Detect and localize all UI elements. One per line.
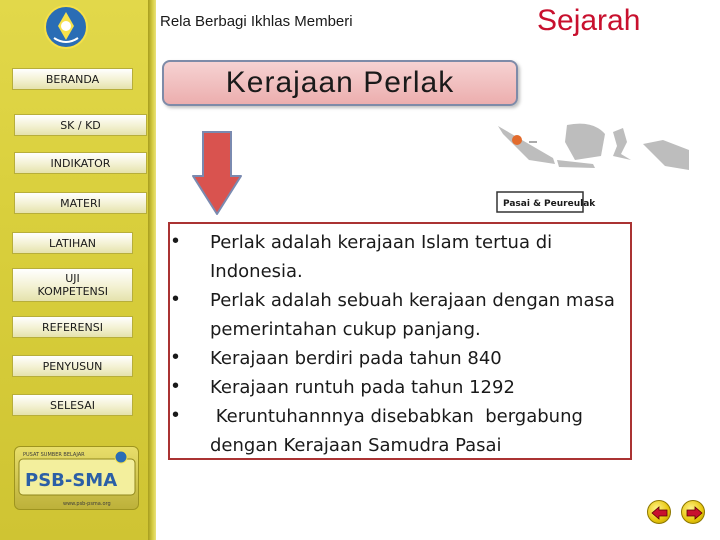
nav-beranda[interactable] <box>12 68 133 90</box>
content-point: Kerajaan runtuh pada tahun 1292 <box>210 377 515 398</box>
tut-wuri-handayani-logo <box>40 4 92 50</box>
nav-label: PENYUSUN <box>42 359 103 373</box>
nav-penyusun[interactable] <box>12 355 133 377</box>
bullet: • <box>172 288 180 310</box>
map-pasai-peureulak <box>493 120 696 215</box>
content-point: Kerajaan berdiri pada tahun 840 <box>210 348 502 369</box>
content-point: Perlak adalah sebuah kerajaan dengan masa pemerintahan cukup panjang. <box>210 290 615 340</box>
nav-label: UJI KOMPETENSI <box>37 272 108 298</box>
bullet: • <box>172 375 180 397</box>
psb-logo-text: PSB-SMA <box>25 470 118 491</box>
sidebar <box>0 0 150 540</box>
nav-uji-kompetensi[interactable] <box>12 268 133 302</box>
nav-label: INDIKATOR <box>50 156 111 170</box>
arrow-left-icon <box>651 505 669 521</box>
bullet: • <box>172 230 180 252</box>
nav-label: SELESAI <box>50 398 95 412</box>
next-button[interactable] <box>681 500 705 524</box>
nav-label: SK / KD <box>60 118 101 132</box>
nav-referensi[interactable] <box>12 316 133 338</box>
nav-sk-kd[interactable] <box>14 114 147 136</box>
content-point: Keruntuhannnya disebabkan bergabung dengan Kerajaan Samudra Pasai <box>210 406 589 456</box>
slide-title-box <box>162 60 518 106</box>
bullet: • <box>172 346 180 368</box>
nav-materi[interactable] <box>14 192 147 214</box>
slide-title: Kerajaan Perlak <box>225 66 455 99</box>
content-box <box>168 222 632 460</box>
nav-indikator[interactable] <box>14 152 147 174</box>
prev-button[interactable] <box>647 500 671 524</box>
nav-label: BERANDA <box>45 72 100 86</box>
sidebar-edge <box>148 0 156 540</box>
psb-logo-top-text: PUSAT SUMBER BELAJAR <box>23 452 85 458</box>
map-label: Pasai & Peureulak <box>503 199 596 209</box>
nav-label: REFERENSI <box>42 320 103 334</box>
nav-label: MATERI <box>60 196 101 210</box>
content-point: Perlak adalah kerajaan Islam tertua di Indonesia. <box>210 232 553 282</box>
arrow-right-icon <box>685 505 703 521</box>
nav-label: LATIHAN <box>48 236 97 250</box>
header-tagline: Rela Berbagi Ikhlas Memberi <box>160 13 353 30</box>
bullet: • <box>172 404 180 426</box>
psb-logo-bottom-text: www.psb-psma.org <box>63 501 111 507</box>
nav-latihan[interactable] <box>12 232 133 254</box>
psb-sma-logo-art <box>15 447 140 511</box>
subject-title: Sejarah <box>537 4 641 37</box>
down-arrow-icon <box>191 130 243 216</box>
psb-sma-logo <box>14 446 139 510</box>
nav-selesai[interactable] <box>12 394 133 416</box>
